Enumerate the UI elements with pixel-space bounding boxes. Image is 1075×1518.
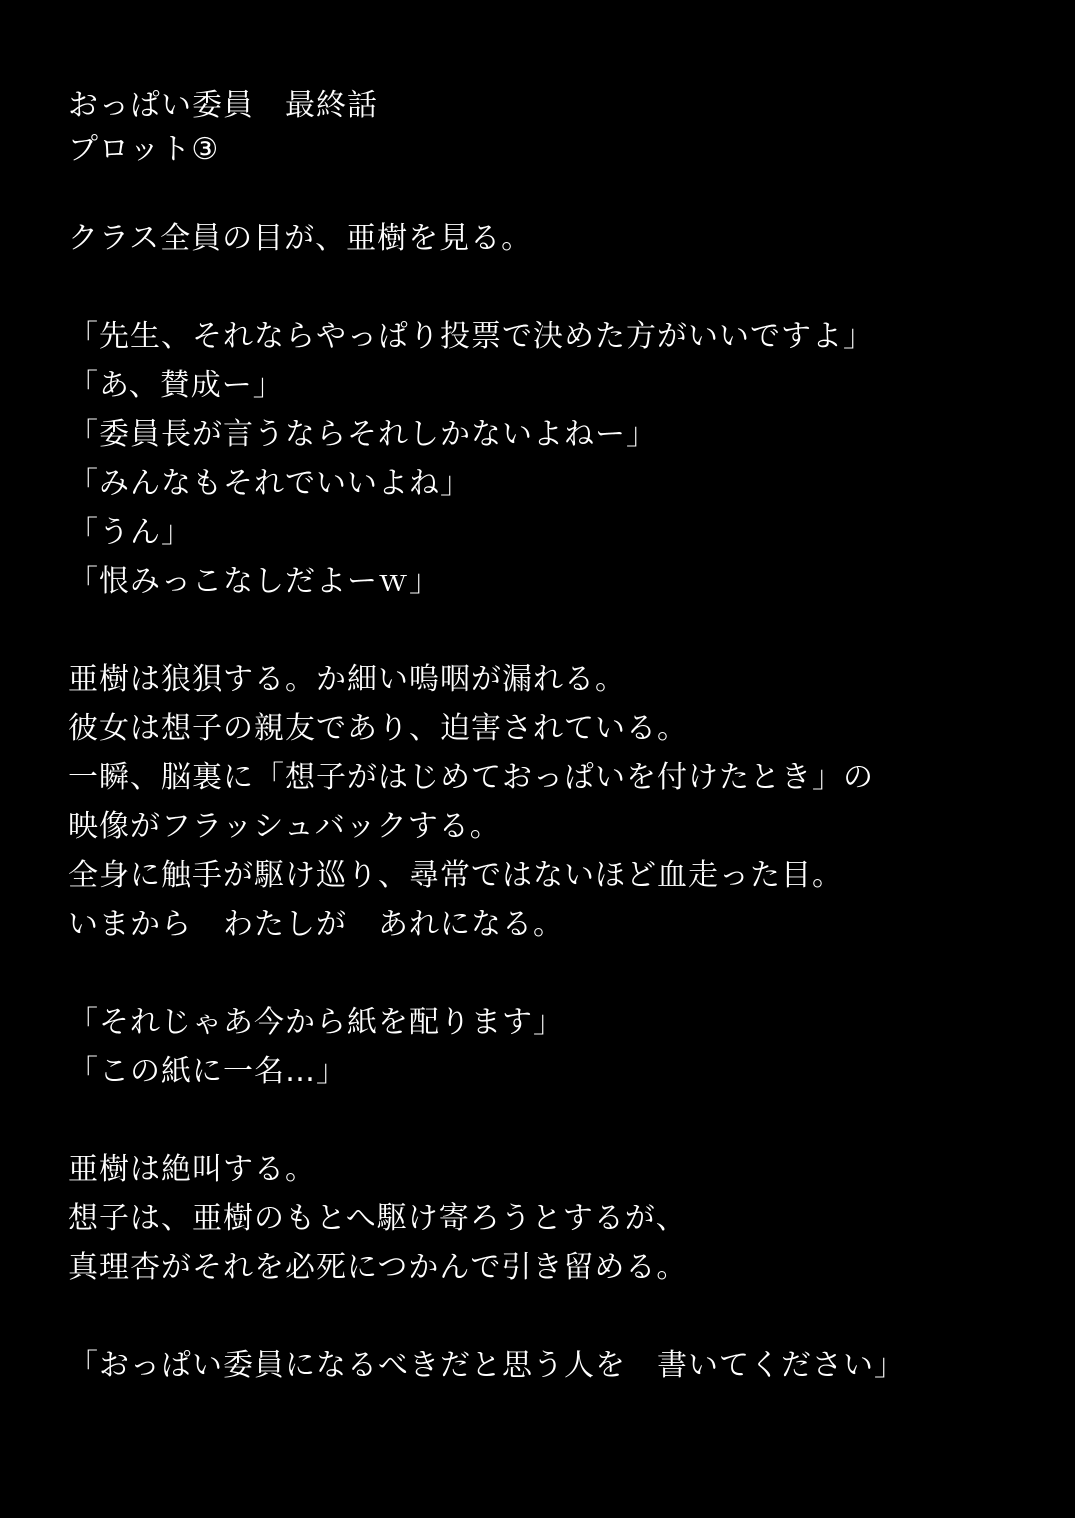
- text-line: 亜樹は狼狽する。か細い嗚咽が漏れる。: [68, 662, 626, 697]
- dialogue-line: 「あ、賛成ー」: [68, 368, 284, 403]
- subtitle-line: プロット③: [68, 132, 220, 167]
- text-line: 亜樹は絶叫する。: [68, 1152, 316, 1187]
- text-line: 想子は、亜樹のもとへ駆け寄ろうとするが、: [68, 1201, 687, 1236]
- dialogue-line: 「この紙に一名…」: [68, 1054, 347, 1089]
- dialogue-line: 「それじゃあ今から紙を配ります」: [68, 1005, 564, 1040]
- document-page: [68, 84, 1028, 1390]
- dialogue-line: 「恨みっこなしだよーｗ」: [68, 564, 440, 599]
- title-line: おっぱい委員 最終話: [68, 88, 378, 123]
- dialogue-line: 「みんなもそれでいいよね」: [68, 466, 471, 501]
- dialogue-line: 「先生、それならやっぱり投票で決めた方がいいですよ」: [68, 319, 874, 354]
- text-line: 映像がフラッシュバックする。: [68, 809, 501, 844]
- dialogue-line: 「うん」: [68, 515, 192, 550]
- document-title: [68, 84, 1028, 172]
- text-line: 真理杏がそれを必死につかんで引き留める。: [68, 1250, 688, 1285]
- paragraph: [68, 1341, 1028, 1390]
- paragraph: [68, 655, 1028, 949]
- dialogue-line: 「委員長が言うならそれしかないよねー」: [68, 417, 657, 452]
- paragraph: [68, 1145, 1028, 1292]
- text-line: 全身に触手が駆け巡り、尋常ではないほど血走った目。: [68, 858, 843, 893]
- paragraph: [68, 312, 1028, 606]
- text-line: いまから わたしが あれになる。: [68, 907, 564, 942]
- text-line: クラス全員の目が、亜樹を見る。: [68, 221, 533, 256]
- text-line: 彼女は想子の親友であり、迫害されている。: [68, 711, 688, 746]
- dialogue-line: 「おっぱい委員になるべきだと思う人を 書いてください」: [68, 1348, 905, 1383]
- paragraph: [68, 998, 1028, 1096]
- text-line: 一瞬、脳裏に「想子がはじめておっぱいを付けたとき」の: [68, 760, 874, 795]
- paragraph: [68, 214, 1028, 263]
